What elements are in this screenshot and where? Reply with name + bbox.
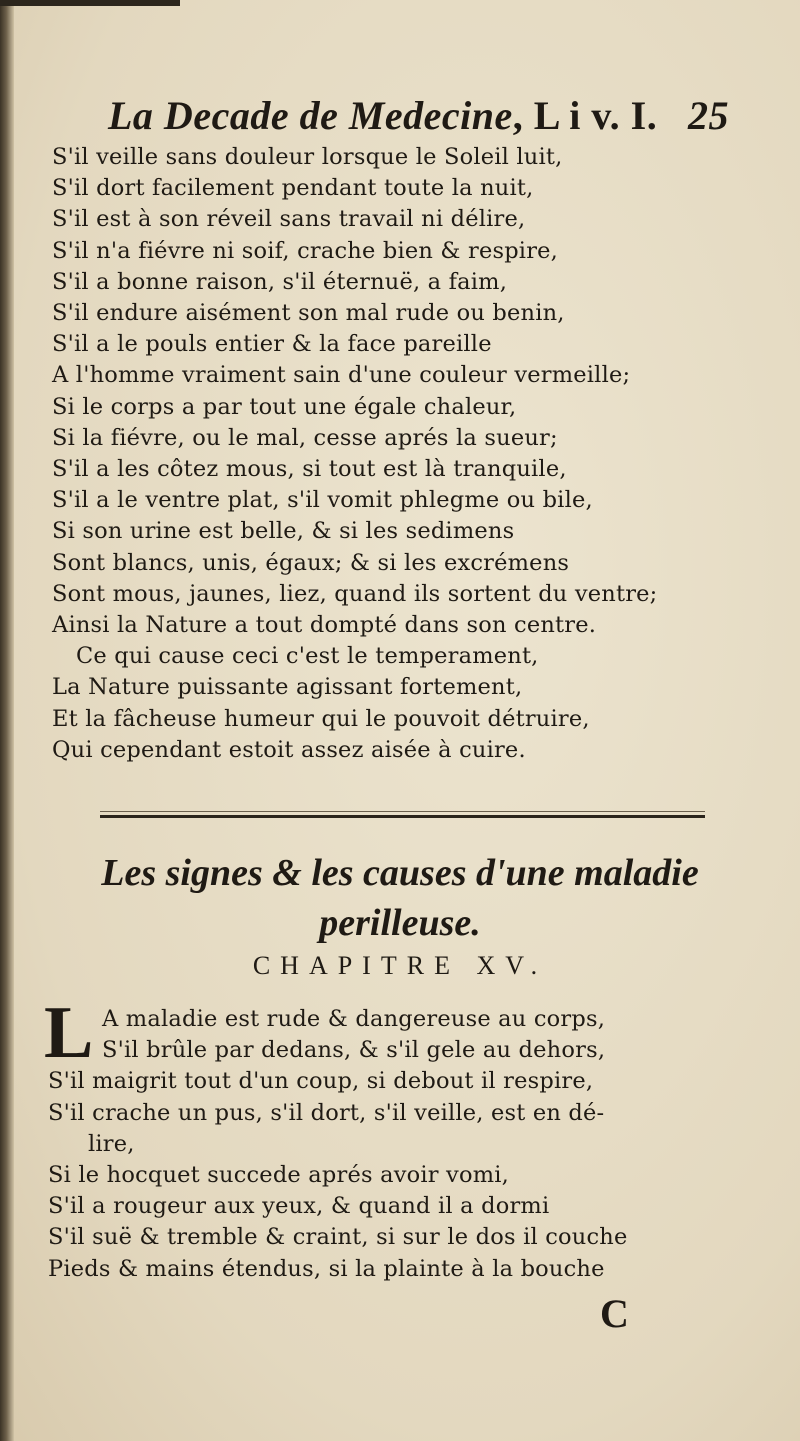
chapter-title-line: perilleuse.: [319, 902, 481, 944]
signature-mark: C: [600, 1291, 629, 1336]
drop-cap: L: [44, 992, 94, 1074]
poem-line: S'il a les côtez mous, si tout est là tranquile,: [52, 456, 567, 483]
poem-line: Si son urine est belle, & si les sedimens: [52, 518, 515, 545]
page-gutter-shadow: [0, 0, 14, 1441]
page-top-edge: [0, 0, 180, 6]
poem-line: La Nature puissante agissant fortement,: [52, 674, 523, 701]
chapter-text: [48, 1004, 768, 1285]
chapter-line: S'il maigrit tout d'un coup, si debout il respire,: [48, 1068, 594, 1095]
poem-line: Si la fiévre, ou le mal, cesse aprés la sueur;: [52, 424, 558, 451]
chapter-number: CHAPITRE XV.: [252, 951, 548, 980]
chapter-title: [40, 848, 760, 948]
chapter-line: S'il suë & tremble & craint, si sur le dos il couche: [48, 1224, 628, 1251]
poem-line: S'il veille sans douleur lorsque le Soleil luit,: [52, 144, 563, 170]
poem-line: Et la fâcheuse humeur qui le pouvoit détruire,: [52, 705, 590, 732]
running-header: [108, 92, 748, 139]
chapter-line: lire,: [88, 1130, 135, 1157]
chapter-line: A maladie est rude & dangereuse au corps,: [102, 1006, 606, 1032]
chapter-line: Si le hocquet succede aprés avoir vomi,: [48, 1162, 509, 1189]
poem-line: S'il a bonne raison, s'il éternuë, a faim,: [52, 268, 508, 295]
poem-line: Sont blancs, unis, égaux; & si les excrémens: [52, 549, 570, 576]
chapter-line: S'il a rougeur aux yeux, & quand il a dormi: [48, 1193, 550, 1220]
chapter-title-line: Les signes & les causes d'une maladie: [101, 852, 699, 894]
chapter-line: S'il crache un pus, s'il dort, s'il veille, est en dé-: [48, 1099, 605, 1126]
poem-line: Si le corps a par tout une égale chaleur,: [52, 393, 517, 420]
poem-line: Ainsi la Nature a tout dompté dans son centre.: [52, 612, 597, 639]
poem-line: Qui cependant estoit assez aisée à cuire.: [52, 736, 526, 763]
poem-line: S'il est à son réveil sans travail ni délire,: [52, 206, 526, 233]
page-number: 25: [688, 93, 729, 138]
header-separator: ,: [512, 93, 524, 138]
poem-block: [52, 142, 772, 766]
poem-line: S'il endure aisément son mal rude ou benin,: [52, 300, 565, 327]
chapter-line: S'il brûle par dedans, & s'il gele au dehors,: [102, 1037, 606, 1064]
header-book: L i v. I.: [533, 93, 658, 138]
poem-line: Ce qui cause ceci c'est le temperament,: [76, 643, 539, 670]
header-title: La Decade de Medecine: [108, 93, 513, 138]
poem-line: Sont mous, jaunes, liez, quand ils sortent du ventre;: [52, 580, 658, 607]
poem-line: A l'homme vraiment sain d'une couleur vermeille;: [52, 362, 631, 389]
chapter-line: Pieds & mains étendus, si la plainte à la bouche: [48, 1255, 605, 1282]
poem-line: S'il n'a fiévre ni soif, crache bien & respire,: [52, 237, 559, 264]
poem-line: S'il a le pouls entier & la face pareille: [52, 331, 492, 358]
poem-line: S'il a le ventre plat, s'il vomit phlegme ou bile,: [52, 487, 593, 514]
poem-line: S'il dort facilement pendant toute la nuit,: [52, 175, 534, 202]
section-divider-rule: [100, 815, 705, 818]
